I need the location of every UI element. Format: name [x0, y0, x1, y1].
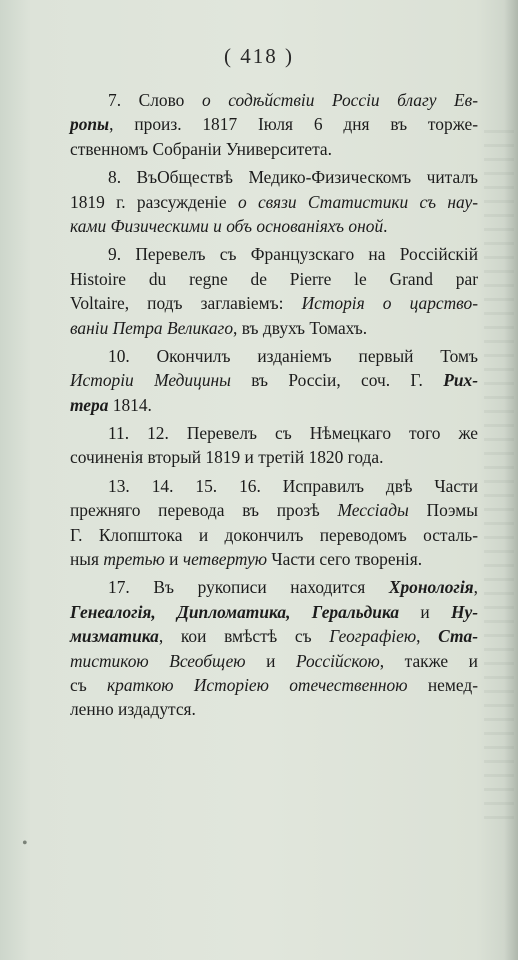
text-run: 17. Въ рукописи находится	[108, 577, 389, 598]
show-through-texture	[484, 130, 514, 830]
text-run: и	[245, 650, 296, 671]
text-line	[70, 393, 478, 417]
text-line	[70, 421, 478, 445]
text-line	[70, 547, 478, 571]
text-run: Г. Клопштока и докончилъ переводомъ осталь-	[70, 524, 478, 545]
text-line	[70, 498, 478, 522]
text-line	[70, 600, 478, 624]
text-run: 7. Слово	[108, 90, 202, 110]
text-run: , произ. 1817 Іюля 6 дня въ торже-	[109, 114, 478, 135]
paragraph-p17	[70, 575, 478, 721]
page-number: ( 418 )	[224, 44, 294, 68]
text-line	[70, 368, 478, 392]
paragraph-p11	[70, 421, 478, 470]
text-run: .	[383, 215, 388, 236]
text-run: прежняго перевода въ прозѣ	[70, 500, 338, 521]
text-run: краткою Исторіею отечественною	[107, 674, 408, 695]
text-run: ныя	[70, 549, 104, 570]
text-run: ,	[473, 577, 478, 598]
text-line	[70, 523, 478, 547]
text-run: Мессіады	[337, 500, 409, 521]
text-run: 1819 г. разсужденіе	[70, 191, 238, 212]
text-run: ,	[416, 626, 439, 647]
paragraph-p13	[70, 474, 478, 572]
text-line	[70, 137, 478, 161]
text-run: и	[164, 549, 183, 570]
text-run: Рих-	[443, 370, 479, 391]
page-body-text	[70, 88, 478, 726]
text-run: 10. Окончилъ изданіемъ первый Томъ	[108, 345, 478, 366]
text-run: Ста-	[438, 626, 478, 647]
text-run: 8. ВъОбществѣ Медико-Физическомъ читалъ	[108, 167, 478, 188]
text-run: въ Россіи, соч. Г.	[230, 370, 444, 391]
text-run: Voltaire, подъ заглавіемъ:	[70, 293, 302, 314]
text-run: четвертую	[182, 549, 268, 570]
text-run: ропы	[70, 114, 110, 135]
text-run: ками Физическими и объ основаніяхъ оной	[70, 215, 384, 236]
text-line	[70, 445, 478, 469]
text-run: съ	[70, 674, 108, 695]
text-run: 1814.	[108, 394, 152, 415]
text-run: сочиненія вторый 1819 и третій 1820 года.	[70, 447, 384, 468]
paragraph-p8	[70, 165, 478, 238]
text-run: о содѣйствіи Россіи благу Ев-	[201, 90, 478, 110]
text-run: немед-	[407, 674, 478, 695]
text-line	[70, 267, 478, 291]
text-run: Части сего творенія.	[267, 549, 423, 570]
text-run: третью	[103, 549, 165, 570]
text-line	[70, 649, 478, 673]
text-run: 11. 12. Перевелъ съ Нѣмецкаго того же	[108, 423, 478, 444]
text-line	[70, 316, 478, 340]
text-line	[70, 291, 478, 315]
paragraph-p7	[70, 88, 478, 161]
text-line	[70, 575, 478, 599]
text-run: Ну-	[450, 601, 478, 622]
text-run: 9. Перевелъ съ Французскаго на Россійскій	[108, 244, 478, 265]
text-run: и	[399, 601, 451, 622]
text-line	[70, 474, 478, 498]
text-line	[70, 88, 478, 112]
paragraph-p10	[70, 344, 478, 417]
text-run: , кои вмѣстѣ съ	[158, 626, 330, 647]
text-run: Histoire du regne de Pierre le Grand par	[70, 268, 478, 289]
text-line	[70, 624, 478, 648]
text-run: Генеалогія, Дипломатика, Геральдика	[70, 601, 400, 622]
text-run: Исторіи Медицины	[70, 370, 231, 391]
text-run: 13. 14. 15. 16. Исправилъ двѣ Части	[108, 475, 478, 496]
text-line	[70, 697, 478, 721]
text-run: Хронологія	[388, 577, 474, 598]
text-line	[70, 673, 478, 697]
text-run: Исторія о царство-	[301, 293, 478, 314]
text-line	[70, 214, 478, 238]
text-run: мизматика	[70, 626, 159, 647]
text-line	[70, 242, 478, 266]
margin-mark: •	[22, 835, 28, 852]
text-run: ственномъ Собраніи Университета.	[70, 138, 332, 159]
text-run: тистикою Всеобщею	[70, 650, 246, 671]
paragraph-p9	[70, 242, 478, 340]
text-run: Россійскою	[295, 650, 380, 671]
text-line	[70, 344, 478, 368]
text-line	[70, 112, 478, 136]
text-run: ваніи Петра Великаго	[70, 317, 234, 338]
text-run: ленно издадутся.	[70, 699, 196, 720]
text-run: , также и	[379, 650, 478, 671]
text-run: Поэмы	[408, 500, 478, 521]
text-line	[70, 190, 478, 214]
text-run: о связи Статистики съ нау-	[237, 191, 478, 212]
text-run: тера	[70, 394, 109, 415]
text-run: Географіею	[329, 626, 417, 647]
text-run: , въ двухъ Томахъ.	[233, 317, 368, 338]
text-line	[70, 165, 478, 189]
